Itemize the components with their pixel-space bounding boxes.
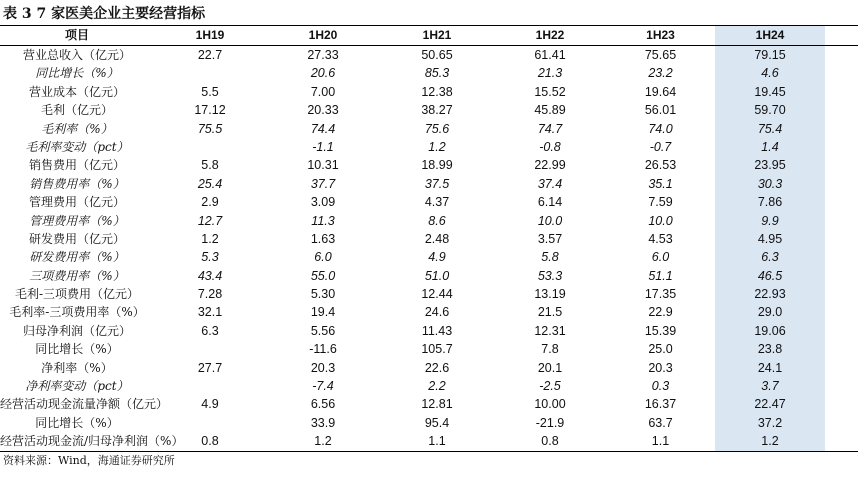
row-label: 研发费用率（%） xyxy=(29,250,125,265)
table-cell: 1.1 xyxy=(428,434,446,449)
table-cell: 74.7 xyxy=(537,121,563,136)
table-cell: 33.9 xyxy=(310,415,336,430)
table-cell: 19.64 xyxy=(644,84,677,99)
table-cell: 55.0 xyxy=(310,268,336,283)
table-cell: 22.9 xyxy=(648,305,673,320)
table-row xyxy=(0,101,858,119)
table-cell: 5.5 xyxy=(201,84,219,99)
row-label: 毛利率-三项费用率（%） xyxy=(9,305,145,320)
table-header-row xyxy=(0,25,858,46)
row-label: 同比增长（%） xyxy=(35,342,119,357)
table-cell: 2.9 xyxy=(201,195,219,210)
table-cell: 7.28 xyxy=(197,287,223,302)
row-label: 净利率变动（pct） xyxy=(25,379,129,394)
header-item: 项目 xyxy=(64,28,89,42)
table-cell: 6.0 xyxy=(314,250,332,265)
table-cell: 5.8 xyxy=(541,250,559,265)
table-cell: 105.7 xyxy=(421,342,453,357)
table-cell: 1.4 xyxy=(715,138,825,156)
table-cell: 23.95 xyxy=(715,156,825,174)
table-cell: -21.9 xyxy=(535,415,565,430)
table-cell: 23.8 xyxy=(715,340,825,358)
table-cell: 75.5 xyxy=(197,121,223,136)
table-cell: 10.00 xyxy=(534,397,566,412)
table-cell: 59.70 xyxy=(715,101,825,119)
metrics-table xyxy=(0,25,858,452)
table-cell xyxy=(154,340,266,358)
table-cell: 5.3 xyxy=(201,250,219,265)
row-label: 管理费用（亿元） xyxy=(28,195,125,210)
table-cell: 1.2 xyxy=(201,231,219,246)
table-cell: 20.3 xyxy=(648,360,673,375)
table-cell: 38.27 xyxy=(421,103,453,118)
table-row xyxy=(0,175,858,193)
table-cell: 74.0 xyxy=(648,121,673,136)
row-label: 同比增长（%） xyxy=(35,66,119,81)
table-cell: 24.6 xyxy=(424,305,450,320)
table-cell: 75.6 xyxy=(424,121,450,136)
table-cell: 35.1 xyxy=(648,176,673,191)
table-row xyxy=(0,395,858,413)
row-label: 管理费用率（%） xyxy=(29,213,125,228)
table-cell: 0.8 xyxy=(541,434,559,449)
table-cell: 30.3 xyxy=(715,175,825,193)
table-cell: -2.5 xyxy=(539,379,561,394)
table-cell: 19.06 xyxy=(715,322,825,340)
table-cell: 7.59 xyxy=(648,195,673,210)
table-row xyxy=(0,377,858,395)
table-cell: 17.12 xyxy=(194,103,226,118)
table-cell: 7.00 xyxy=(310,84,336,99)
table-cell: 4.95 xyxy=(715,230,825,248)
table-cell: 3.57 xyxy=(537,231,563,246)
table-cell: 10.0 xyxy=(537,213,563,228)
table-cell: 4.37 xyxy=(424,195,450,210)
table-body xyxy=(0,46,858,452)
table-cell: -7.4 xyxy=(312,379,334,394)
row-label: 归母净利润（亿元） xyxy=(22,323,131,338)
table-row xyxy=(0,359,858,377)
table-cell: 29.0 xyxy=(715,303,825,321)
table-cell: 37.5 xyxy=(424,176,450,191)
table-cell: -0.7 xyxy=(649,139,672,154)
table-row xyxy=(0,193,858,211)
table-row xyxy=(0,414,858,432)
table-cell: 37.2 xyxy=(715,414,825,432)
table-cell: 5.30 xyxy=(310,287,336,302)
table-cell: 6.14 xyxy=(537,195,563,210)
table-cell: 22.47 xyxy=(715,395,825,413)
table-cell: 22.7 xyxy=(197,48,223,62)
table-cell: 22.6 xyxy=(424,360,450,375)
table-row xyxy=(0,322,858,340)
table-cell: 12.44 xyxy=(421,287,453,302)
table-cell: 5.8 xyxy=(201,158,219,173)
table-cell: 0.8 xyxy=(201,434,219,449)
table-cell: 12.31 xyxy=(534,323,566,338)
table-cell: 0.3 xyxy=(651,379,670,394)
table-cell: 16.37 xyxy=(644,397,677,412)
table-cell: 21.3 xyxy=(537,66,563,81)
row-label: 销售费用（亿元） xyxy=(28,158,125,173)
row-label: 经营活动现金流/归母净利润（%） xyxy=(0,434,184,449)
table-cell: 50.65 xyxy=(421,48,453,62)
table-cell: 46.5 xyxy=(715,267,825,285)
table-cell: 6.3 xyxy=(201,323,219,338)
table-cell: 19.45 xyxy=(715,83,825,101)
table-cell: 1.63 xyxy=(310,231,336,246)
table-cell: 22.93 xyxy=(715,285,825,303)
header-1h23: 1H23 xyxy=(646,28,675,42)
table-row xyxy=(0,212,858,230)
table-title: 表 3 7 家医美企业主要经营指标 xyxy=(3,6,206,22)
table-cell: 10.31 xyxy=(307,158,339,173)
table-cell: 25.4 xyxy=(197,176,223,191)
row-label: 毛利（亿元） xyxy=(40,103,113,118)
table-cell: 12.81 xyxy=(421,397,453,412)
table-row xyxy=(0,138,858,156)
table-cell: 15.52 xyxy=(534,84,566,99)
table-cell: 15.39 xyxy=(644,323,677,338)
header-1h21: 1H21 xyxy=(422,28,452,42)
table-cell: -11.6 xyxy=(309,342,337,357)
table-cell: 4.9 xyxy=(428,250,446,265)
table-cell: 6.3 xyxy=(715,248,825,266)
table-cell: 7.86 xyxy=(715,193,825,211)
table-cell: 20.33 xyxy=(307,103,339,118)
table-cell: 7.8 xyxy=(541,342,559,357)
table-cell: 37.7 xyxy=(310,176,336,191)
table-cell: 3.09 xyxy=(310,195,336,210)
table-cell: 22.99 xyxy=(534,158,566,173)
table-cell: 4.6 xyxy=(715,64,825,82)
table-cell: 45.89 xyxy=(534,103,566,118)
table-cell: 85.3 xyxy=(424,66,450,81)
table-cell: 1.2 xyxy=(715,432,825,450)
row-label: 研发费用（亿元） xyxy=(28,231,125,246)
table-cell: 19.4 xyxy=(310,305,336,320)
table-cell: 4.53 xyxy=(648,231,673,246)
row-label: 销售费用率（%） xyxy=(29,176,125,191)
header-1h22: 1H22 xyxy=(535,28,565,42)
table-row xyxy=(0,156,858,174)
table-cell: 6.56 xyxy=(310,397,336,412)
table-cell: 13.19 xyxy=(534,287,566,302)
table-cell: 10.0 xyxy=(648,213,673,228)
table-cell: 2.2 xyxy=(428,379,446,394)
header-1h24: 1H24 xyxy=(715,26,825,45)
row-label: 经营活动现金流量净额（亿元） xyxy=(0,397,169,412)
table-cell: 56.01 xyxy=(644,103,677,118)
table-cell: 1.1 xyxy=(651,434,670,449)
header-1h20: 1H20 xyxy=(308,28,338,42)
table-cell: 17.35 xyxy=(644,287,677,302)
table-cell: 53.3 xyxy=(537,268,563,283)
table-cell: 32.1 xyxy=(197,305,223,320)
table-cell: 63.7 xyxy=(648,415,673,430)
table-cell: 3.7 xyxy=(715,377,825,395)
table-cell: 4.9 xyxy=(201,397,219,412)
table-cell: 95.4 xyxy=(424,415,450,430)
table-row xyxy=(0,248,858,266)
table-cell: 51.0 xyxy=(424,268,450,283)
table-cell: -1.1 xyxy=(312,139,334,154)
table-cell: 43.4 xyxy=(197,268,223,283)
table-row xyxy=(0,64,858,82)
table-cell: 75.4 xyxy=(715,120,825,138)
table-cell: 11.3 xyxy=(311,213,335,228)
table-cell: 1.2 xyxy=(314,434,332,449)
table-cell: 74.4 xyxy=(310,121,336,136)
table-cell: 8.6 xyxy=(428,213,446,228)
table-cell xyxy=(154,138,266,156)
table-cell: 27.33 xyxy=(307,48,339,62)
table-cell: -0.8 xyxy=(539,139,561,154)
row-label: 营业成本（亿元） xyxy=(28,84,125,99)
table-row xyxy=(0,230,858,248)
table-row xyxy=(0,83,858,101)
table-cell: 9.9 xyxy=(715,212,825,230)
table-cell: 75.65 xyxy=(644,48,677,62)
table-cell: 51.1 xyxy=(648,268,673,283)
table-cell: 6.0 xyxy=(651,250,670,265)
table-cell: 37.4 xyxy=(537,176,563,191)
table-cell: 11.43 xyxy=(421,323,453,338)
table-cell: 20.6 xyxy=(310,66,336,81)
row-label: 同比增长（%） xyxy=(35,415,119,430)
table-cell: 12.7 xyxy=(197,213,223,228)
row-label: 毛利率变动（pct） xyxy=(25,139,129,154)
table-row xyxy=(0,120,858,138)
table-cell xyxy=(154,377,266,395)
table-cell: 18.99 xyxy=(421,158,453,173)
header-1h19: 1H19 xyxy=(195,28,225,42)
table-cell: 5.56 xyxy=(310,323,336,338)
table-cell: 26.53 xyxy=(644,158,677,173)
table-cell: 61.41 xyxy=(534,48,566,62)
row-label: 毛利率（%） xyxy=(41,121,113,136)
row-label: 毛利-三项费用（亿元） xyxy=(14,287,140,302)
row-label: 净利率（%） xyxy=(41,360,113,375)
table-row xyxy=(0,267,858,285)
table-cell xyxy=(154,64,266,82)
row-label: 三项费用率（%） xyxy=(29,268,125,283)
table-row xyxy=(0,285,858,303)
source-note: 资料来源：Wind，海通证券研究所 xyxy=(3,454,175,467)
table-row xyxy=(0,432,858,451)
table-cell: 79.15 xyxy=(715,46,825,64)
table-cell: 20.3 xyxy=(310,360,336,375)
table-cell: 25.0 xyxy=(648,342,673,357)
table-cell: 20.1 xyxy=(537,360,563,375)
table-cell xyxy=(154,414,266,432)
row-label: 营业总收入（亿元） xyxy=(22,48,131,62)
table-cell: 27.7 xyxy=(197,360,223,375)
table-cell: 23.2 xyxy=(648,66,673,81)
table-row xyxy=(0,340,858,358)
table-cell: 2.48 xyxy=(424,231,450,246)
table-row xyxy=(0,46,858,64)
table-cell: 1.2 xyxy=(428,139,446,154)
table-cell: 12.38 xyxy=(421,84,453,99)
table-cell: 21.5 xyxy=(537,305,563,320)
table-cell: 24.1 xyxy=(715,359,825,377)
table-row xyxy=(0,303,858,321)
